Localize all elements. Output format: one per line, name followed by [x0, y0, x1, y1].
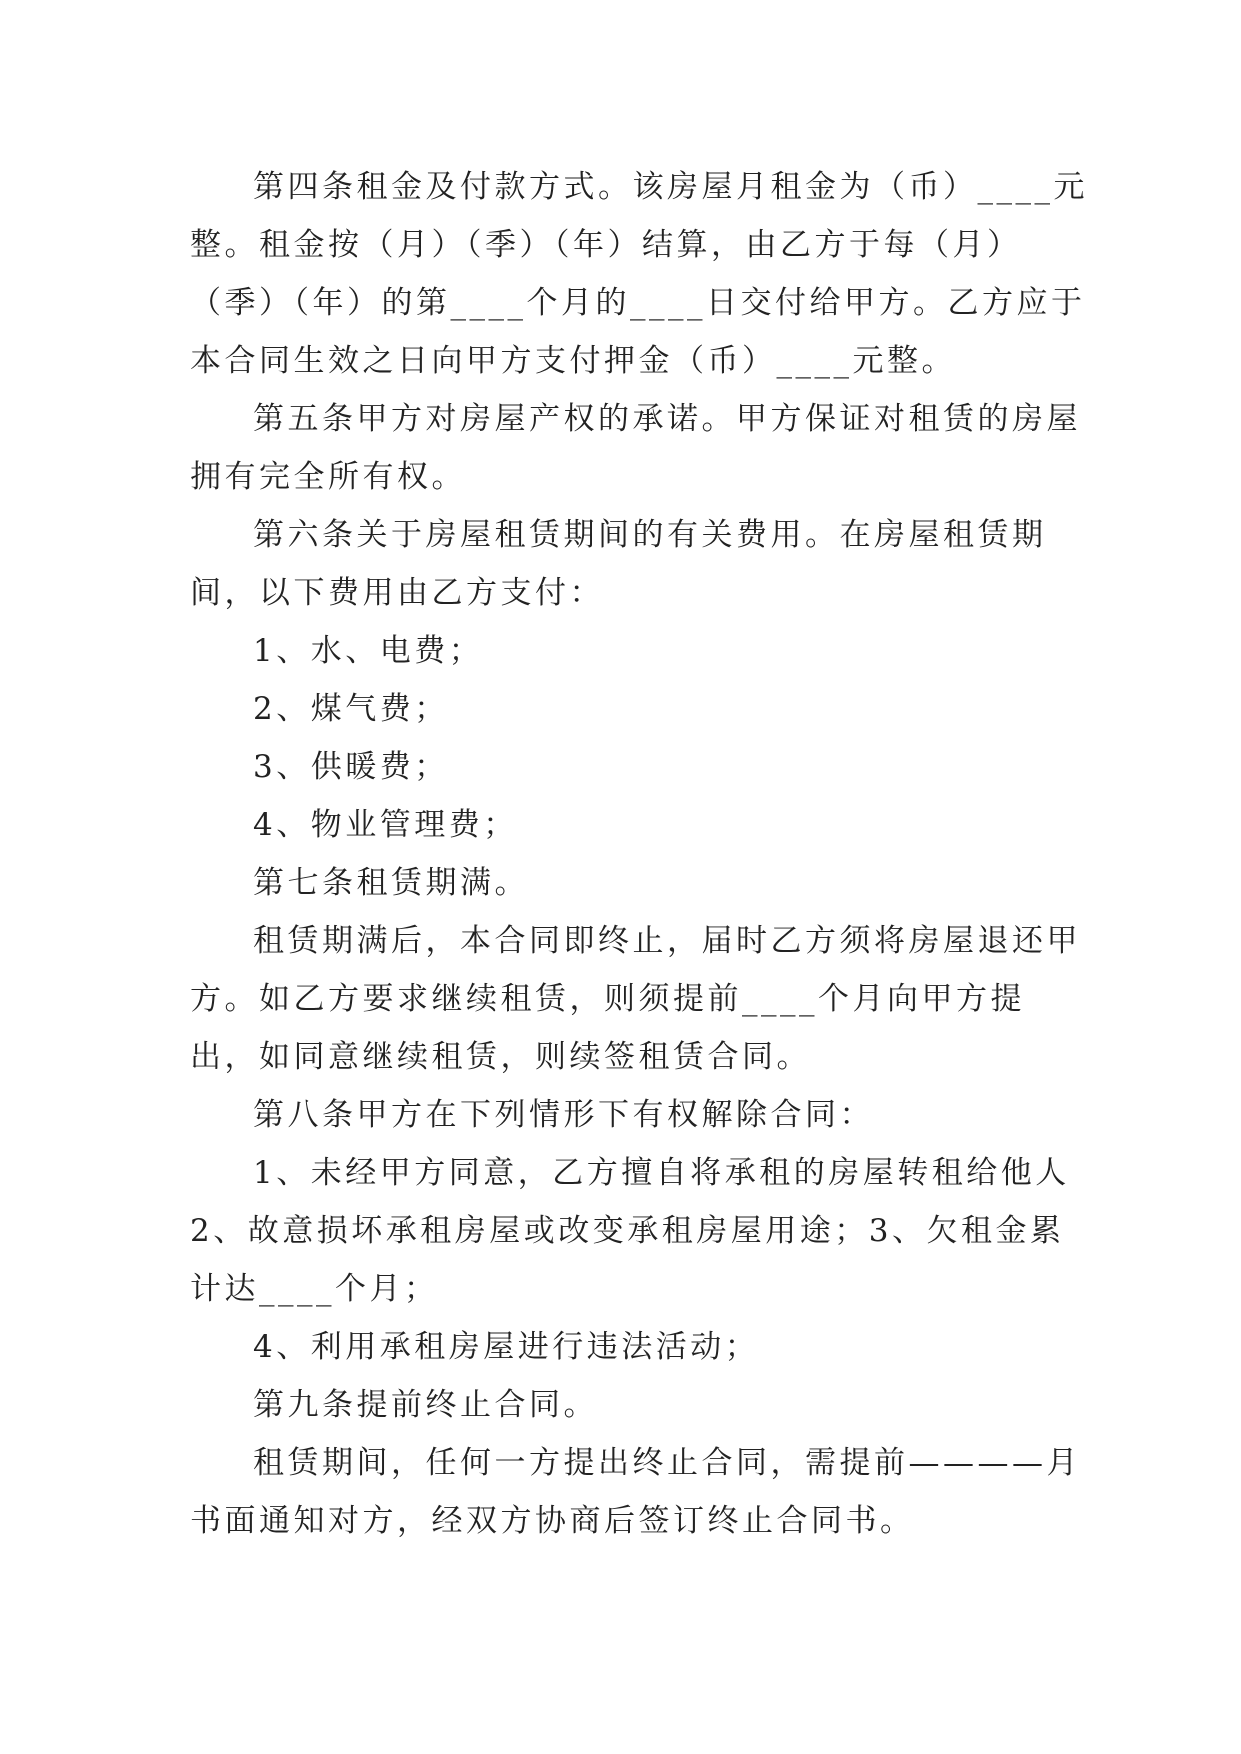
paragraph-article-9-heading: 第九条提前终止合同。 — [253, 1387, 598, 1423]
document-body — [190, 158, 1090, 1550]
paragraph-article-9-body: 租赁期间，任何一方提出终止合同，需提前————月书面通知对方，经双方协商后签订终止合同书。 — [190, 1445, 1081, 1539]
list-item-termination-2-3: 2、故意损坏承租房屋或改变承租房屋用途；3、欠租金累计达____个月； — [190, 1213, 1065, 1307]
list-item-fee-2: 2、煤气费； — [253, 691, 449, 727]
list-item-fee-1: 1、水、电费； — [253, 633, 484, 669]
paragraph-article-7-body: 租赁期满后，本合同即终止，届时乙方须将房屋退还甲方。如乙方要求继续租赁，则须提前____个月向甲方提出，如同意继续租赁，则续签租赁合同。 — [190, 923, 1081, 1075]
list-item-fee-4: 4、物业管理费； — [253, 807, 518, 843]
paragraph-article-7-heading: 第七条租赁期满。 — [253, 865, 529, 901]
paragraph-article-8-heading: 第八条甲方在下列情形下有权解除合同： — [253, 1097, 874, 1133]
paragraph-article-5-ownership: 第五条甲方对房屋产权的承诺。甲方保证对租赁的房屋拥有完全所有权。 — [190, 401, 1081, 495]
paragraph-article-4-rent: 第四条租金及付款方式。该房屋月租金为（币）____元整。租金按（月）（季）（年）结算，由乙方于每（月）（季）（年）的第____个月的____日交付给甲方。乙方应于本合同生效之日向甲方支付押金（币）____元整。 — [190, 169, 1088, 379]
list-item-fee-3: 3、供暖费； — [253, 749, 449, 785]
paragraph-article-6-fees: 第六条关于房屋租赁期间的有关费用。在房屋租赁期间，以下费用由乙方支付： — [190, 517, 1047, 611]
list-item-termination-4: 4、利用承租房屋进行违法活动； — [253, 1329, 760, 1365]
list-item-termination-1: 1、未经甲方同意，乙方擅自将承租的房屋转租给他人 — [253, 1155, 1070, 1191]
